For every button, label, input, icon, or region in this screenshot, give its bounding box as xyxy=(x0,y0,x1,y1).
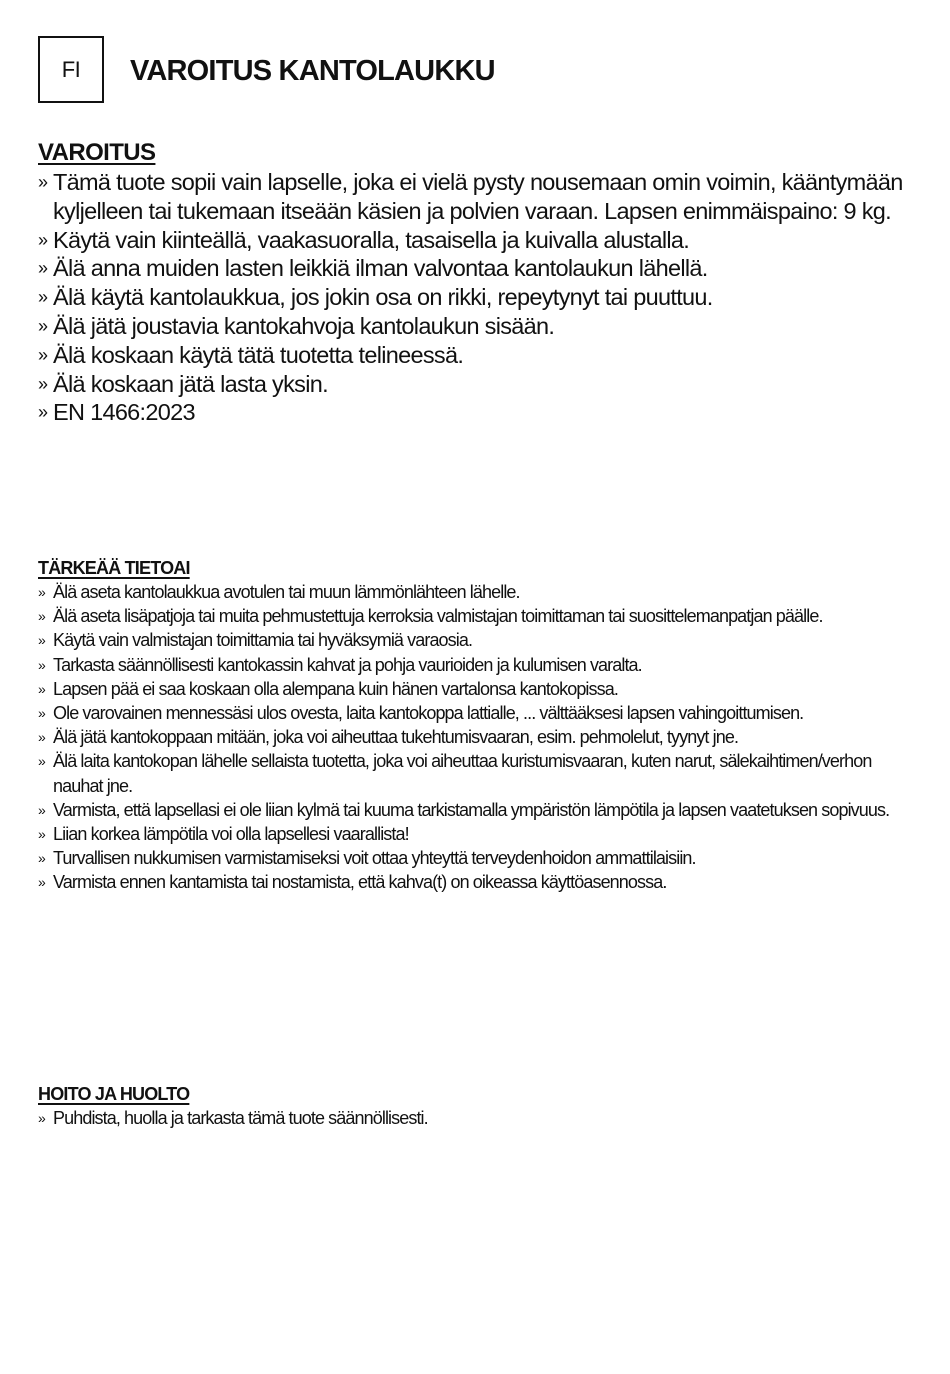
list-item xyxy=(38,283,918,312)
list-item-text: Älä koskaan jätä lasta yksin. xyxy=(53,370,328,397)
bullet-marker: » xyxy=(38,584,45,600)
list-item-text: Puhdista, huolla ja tarkasta tämä tuote säännöllisesti. xyxy=(53,1108,428,1128)
list-item-text: Varmista, että lapsellasi ei ole liian kylmä tai kuuma tarkistamalla ympäristön lämpötila ja lapsen vaatetuksen sopivuus. xyxy=(53,799,890,820)
section-warning xyxy=(38,138,918,427)
bullet-marker: » xyxy=(38,402,48,423)
bullet-marker: » xyxy=(38,287,48,308)
list-item xyxy=(38,254,918,283)
list-item xyxy=(38,1106,918,1130)
language-code-box xyxy=(38,36,104,103)
list-item xyxy=(38,604,918,628)
list-item xyxy=(38,725,918,749)
important-info-list xyxy=(38,580,918,895)
list-item xyxy=(38,749,918,797)
list-item xyxy=(38,580,918,604)
section-heading: VAROITUS xyxy=(38,139,156,166)
list-item-text: Älä koskaan käytä tätä tuotetta telineessä. xyxy=(53,341,464,368)
bullet-marker: » xyxy=(38,258,48,279)
list-item-text: Älä anna muiden lasten leikkiä ilman valvontaa kantolaukun lähellä. xyxy=(53,255,708,282)
section-important-info xyxy=(38,556,918,895)
list-item-text: EN 1466:2023 xyxy=(53,399,195,426)
list-item xyxy=(38,798,918,822)
list-item-text: Älä jätä kantokoppaan mitään, joka voi aiheuttaa tukehtumisvaaran, esim. pehmolelut, tyynyt jne. xyxy=(53,727,739,748)
bullet-marker: » xyxy=(38,608,45,625)
list-item-text: Tarkasta säännöllisesti kantokassin kahvat ja pohja vaurioiden ja kulumisen varalta. xyxy=(53,654,642,675)
list-item xyxy=(38,628,918,652)
list-item xyxy=(38,677,918,701)
list-item-text: Älä jätä joustavia kantokahvoja kantolaukun sisään. xyxy=(53,312,555,339)
list-item xyxy=(38,870,918,894)
bullet-marker: » xyxy=(38,1110,45,1126)
list-item xyxy=(38,653,918,677)
bullet-marker: » xyxy=(38,705,45,722)
list-item xyxy=(38,822,918,846)
list-item-text: Älä aseta lisäpatjoja tai muita pehmustettuja kerroksia valmistajan toimittaman tai suosittelemanpatjan päälle. xyxy=(53,606,823,627)
list-item-text: Älä laita kantokopan lähelle sellaista tuotetta, joka voi aiheuttaa kuristumisvaaran, kuten narut, sälekaihtimen/verhon nauhat jne. xyxy=(53,751,872,796)
care-list xyxy=(38,1106,918,1130)
language-code: FI xyxy=(61,56,81,82)
section-heading: HOITO JA HUOLTO xyxy=(38,1084,190,1104)
list-item-text: Tämä tuote sopii vain lapselle, joka ei vielä pysty nousemaan omin voimin, kääntymään kyljelleen tai tukemaan itseään käsien ja polvien varaan. Lapsen enimmäispaino: 9 kg. xyxy=(53,169,903,224)
list-item xyxy=(38,701,918,725)
bullet-marker: » xyxy=(38,656,45,673)
list-item xyxy=(38,226,918,255)
section-heading: TÄRKEÄÄ TIETOAI xyxy=(38,558,190,578)
bullet-marker: » xyxy=(38,315,48,336)
section-care-maintenance xyxy=(38,1082,918,1130)
bullet-marker: » xyxy=(38,874,45,891)
bullet-marker: » xyxy=(38,729,45,746)
list-item xyxy=(38,398,918,427)
list-item xyxy=(38,312,918,341)
list-item xyxy=(38,846,918,870)
list-item-text: Varmista ennen kantamista tai nostamista, että kahva(t) on oikeassa käyttöasennossa. xyxy=(53,872,667,893)
bullet-marker: » xyxy=(38,229,48,250)
list-item-text: Käytä vain kiinteällä, vaakasuoralla, tasaisella ja kuivalla alustalla. xyxy=(53,226,690,253)
warning-list xyxy=(38,168,918,427)
bullet-marker: » xyxy=(38,753,45,770)
bullet-marker: » xyxy=(38,632,45,649)
list-item xyxy=(38,341,918,370)
list-item xyxy=(38,168,918,226)
list-item xyxy=(38,370,918,399)
list-item-text: Älä aseta kantolaukkua avotulen tai muun lämmönlähteen lähelle. xyxy=(53,582,520,602)
list-item-text: Ole varovainen mennessäsi ulos ovesta, laita kantokoppa lattialle, ... välttääksesi lapsen vahingoittumisen. xyxy=(53,703,804,724)
bullet-marker: » xyxy=(38,172,48,192)
bullet-marker: » xyxy=(38,801,45,818)
document-title: VAROITUS KANTOLAUKKU xyxy=(130,55,495,87)
bullet-marker: » xyxy=(38,850,45,867)
list-item-text: Älä käytä kantolaukkua, jos jokin osa on rikki, repeytynyt tai puuttuu. xyxy=(53,284,713,311)
list-item-text: Turvallisen nukkumisen varmistamiseksi voit ottaa yhteyttä terveydenhoidon ammattilaisiin. xyxy=(53,848,696,869)
bullet-marker: » xyxy=(38,373,48,394)
list-item-text: Käytä vain valmistajan toimittamia tai hyväksymiä varaosia. xyxy=(53,630,473,651)
list-item-text: Liian korkea lämpötila voi olla lapsellesi vaarallista! xyxy=(53,824,409,845)
bullet-marker: » xyxy=(38,680,45,697)
list-item-text: Lapsen pää ei saa koskaan olla alempana kuin hänen vartalonsa kantokopissa. xyxy=(53,678,618,699)
bullet-marker: » xyxy=(38,344,48,365)
bullet-marker: » xyxy=(38,826,45,843)
